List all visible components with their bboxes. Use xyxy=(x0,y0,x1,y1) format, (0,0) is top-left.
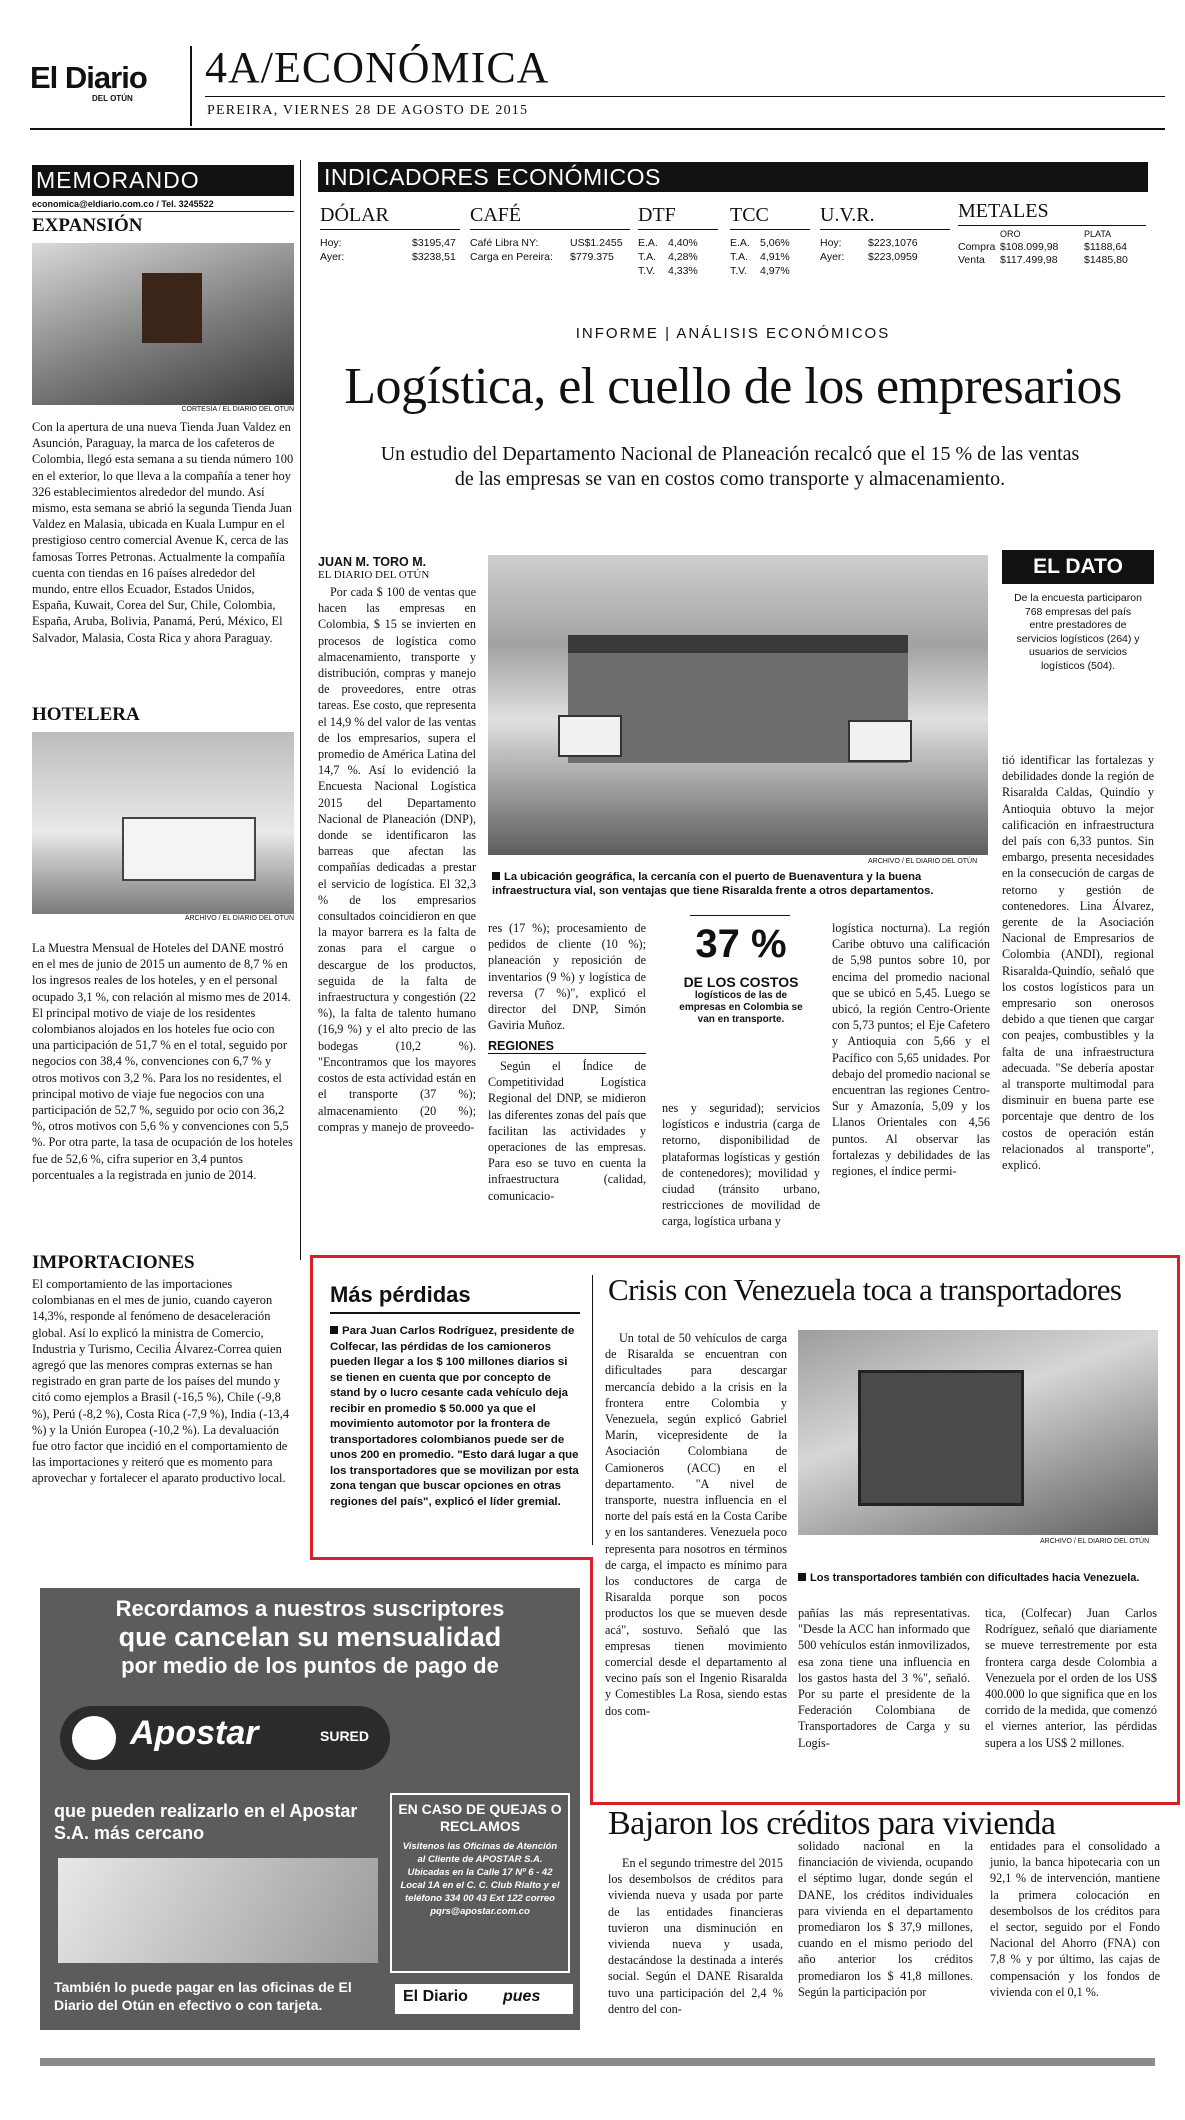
dtf-label-ea: E.A. xyxy=(638,237,658,249)
indicadores-panel xyxy=(318,162,1148,290)
tcc-value-ea: 5,06% xyxy=(760,237,790,249)
ad-line-3: por medio de los puntos de pago de xyxy=(121,1653,499,1678)
crisis-photo-credit: ARCHIVO / EL DIARIO DEL OTÚN xyxy=(1040,1538,1150,1545)
cafe-rows xyxy=(470,236,630,264)
main-col-4 xyxy=(832,920,990,1179)
sured-brand: SURED xyxy=(320,1728,370,1744)
main-photo xyxy=(488,555,988,855)
main-caption-text: La ubicación geográfica, la cercanía con el puerto de Buenaventura y la buena infraestructura vial, son ventajas que tiene Risaralda frente a otros departamentos. xyxy=(492,871,934,897)
masthead xyxy=(30,40,1165,132)
metales-plata-venta: $1485,80 xyxy=(1084,254,1128,266)
dolar-title: DÓLAR xyxy=(320,204,389,226)
creditos-col-1 xyxy=(608,1855,783,2017)
crisis-headline: Crisis con Venezuela toca a transportadores xyxy=(608,1272,1122,1307)
truck-icon-2 xyxy=(848,720,912,762)
main-col-1-text: Por cada $ 100 de ventas que hacen las empresas en Colombia, $ 15 se invierten en procesos de logística como almacenamiento, transporte y distribución, compras y manejo de proveedores, entre otras tareas. Ese costo, que representa el 14,9 % del valor de las ventas de los empresarios, supera el promedio de América Latina del 14,7 %. Así lo evidenció la Encuesta Nacional Logística 2015 del Departamento Nacional de Planeación (DNP), donde se identificaron las barreas que afectan las compañías dedicadas a prestar el servicio de logística. El 32,3 % de los empresarios consultados coincidieron en que la mayor barrera es la falta de zonas para el cargue o descargue de los productos, seguida de la falta de infraestructura y congestión (22 %), la falta de talento humano (16,9 %) y el alto precio de las bodegas (10,2 %). "Encontramos que los mayores costos de esta actividad están en el transporte (37 %); almacenamiento (20 %); compras y manejo de proveedo- xyxy=(318,585,476,1134)
el-dato-title: EL DATO xyxy=(1002,550,1154,584)
mas-perdidas-square-icon xyxy=(330,1326,338,1334)
cafe-label-ny: Café Libra NY: xyxy=(470,237,539,249)
dateline: PEREIRA, VIERNES 28 DE AGOSTO DE 2015 xyxy=(207,103,529,118)
quejas-text: Visítenos las Oficinas de Atención al Cliente de APOSTAR S.A. Ubicadas en la Calle 17 Nº 6 - 42 Local 1A en el C. C. Club Rialto y el teléfono 334 00 43 Ext 122 correo pqrs@apostar.com.co xyxy=(400,1841,560,1917)
uvr-rows xyxy=(820,236,950,264)
apostar-logo xyxy=(60,1706,390,1770)
apostar-brand: Apostar xyxy=(130,1714,259,1752)
tcc-title: TCC xyxy=(730,204,769,226)
dtf-block xyxy=(638,204,718,278)
main-photo-caption xyxy=(492,870,992,898)
ad-logo-eldiario: El Diario xyxy=(403,1988,468,2005)
crisis-col-2 xyxy=(798,1605,970,1751)
dtf-value-ta: 4,28% xyxy=(668,251,698,263)
crisis-caption-text: Los transportadores también con dificultades hacia Venezuela. xyxy=(810,1572,1140,1584)
main-col-5-text: tió identificar las fortalezas y debilidades donde la región de Risaralda Caldas, Quindío y Antioquia obtuvo la mejor calificación en infraestructura del país con 6,33 puntos. Sin embargo, presenta necesidades en la consecución de cargas de retorno y gestión de contenedores. Lina Álvarez, gerente de la Asociación Nacional de Empresarios de Colombia (ANDI), regional Risaralda-Quindío, señaló que los costos logísticos para un empresario son onerosos debido a que tienen que cargar con peajes, combustibles y la falta de una infraestructura adecuada. "Se debería apostar al transporte multimodal para disminuir en buena parte ese porcentaje que dentro de los costos de operación están relacionados al transporte", explicó. xyxy=(1002,753,1154,1173)
metales-oro-compra: $108.099,98 xyxy=(1000,241,1059,253)
ad-footer: También lo puede pagar en las oficinas de El Diario del Otún en efectivo o con tarjeta. xyxy=(54,1979,352,2013)
mas-perdidas-text xyxy=(330,1324,580,1510)
tcc-value-tv: 4,97% xyxy=(760,265,790,277)
dtf-label-tv: T.V. xyxy=(638,265,656,277)
tcc-value-ta: 4,91% xyxy=(760,251,790,263)
creditos-col-1-text: En el segundo trimestre del 2015 los desembolsos de créditos para vivienda nueva y usada por parte de las entidades financieras tuvieron una disminución en vivienda nueva y usada, destacándose la destinada a interés social. Según el DANE Risaralda tuvo una participación del 2,4 % dentro del con- xyxy=(608,1856,783,2016)
dtf-rows xyxy=(638,236,718,278)
dtf-title: DTF xyxy=(638,204,676,226)
mas-perdidas-body: Para Juan Carlos Rodríguez, presidente de Colfecar, las pérdidas de los camioneros pueden llegar a los $ 100 millones diarios si se tienen en cuenta que por concepto de stand by o lucro cesante cada vehículo deja recibir en promedio $ 50.000 ya que el movimiento automotor por la frontera de transportadores colombianos puede ser de unos 200 en promedio. "Esto dará lugar a que los transportadores que se movilizan por esta zona tengan que buscar opciones en otras regiones del país", explicó el líder gremial. xyxy=(330,1325,579,1508)
stat-value: 37 % xyxy=(695,922,787,966)
uvr-title: U.V.R. xyxy=(820,204,875,226)
kicker-analisis: ANÁLISIS ECONÓMICOS xyxy=(676,325,891,342)
quejas-box xyxy=(390,1793,570,1973)
dolar-rule xyxy=(320,229,460,230)
dolar-label-ayer: Ayer: xyxy=(320,251,345,263)
main-col-3 xyxy=(662,1100,820,1230)
highlight-box-right xyxy=(1177,1255,1180,1805)
main-deck: Un estudio del Departamento Nacional de Planeación recalcó que el 15 % de las ventas de las empresas se van en costos como transporte y almacenamiento. xyxy=(380,443,1080,490)
highlight-box-left xyxy=(310,1255,313,1560)
metales-rule xyxy=(958,225,1146,226)
hotelera-photo-credit: ARCHIVO / EL DIARIO DEL OTÚN xyxy=(184,915,294,922)
quejas-title: EN CASO DE QUEJAS O RECLAMOS xyxy=(398,1801,562,1834)
dolar-block xyxy=(320,204,460,264)
crisis-col-3-text: tica, (Colfecar) Juan Carlos Rodríguez, señaló que diariamente se mueve terrestremente por esta frontera carga desde Colombia a Venezuela por el orden de los US$ 400.000 lo que significa que en los corrido de la medida, que comenzó el viernes anterior, las pérdidas supera a los US$ 2 millones. xyxy=(985,1606,1157,1750)
ad-line-2: que cancelan su mensualidad xyxy=(118,1622,502,1652)
uvr-value-ayer: $223,0959 xyxy=(868,251,918,263)
logo xyxy=(30,62,147,103)
el-dato-box xyxy=(1002,550,1154,720)
ad-line-1: Recordamos a nuestros suscriptores xyxy=(115,1596,505,1621)
cafe-value-pereira: $779.375 xyxy=(570,251,614,263)
expansion-title: EXPANSIÓN xyxy=(32,215,143,236)
dolar-value-hoy: $3195,47 xyxy=(412,237,456,249)
metales-title: METALES xyxy=(958,200,1049,222)
main-col-2-text: res (17 %); procesamiento de pedidos de cliente (10 %); planeación y reposición de inventarios (9 %) y logística de reversa (7 %)", explicó el director del DNP, Simón Gaviria Muñoz. xyxy=(488,921,646,1033)
uvr-label-ayer: Ayer: xyxy=(820,251,845,263)
metales-block xyxy=(958,200,1146,267)
highlight-box-mid xyxy=(310,1557,593,1560)
metales-col-oro: ORO xyxy=(1000,229,1021,239)
highlight-box-top xyxy=(310,1255,1180,1258)
uvr-rule xyxy=(820,229,950,230)
regiones-title: REGIONES xyxy=(488,1039,646,1054)
dolar-label-hoy: Hoy: xyxy=(320,237,342,249)
bottom-band xyxy=(40,2058,1155,2066)
crisis-col-3 xyxy=(985,1605,1157,1751)
memorando-header: MEMORANDO xyxy=(32,165,294,196)
byline: JUAN M. TORO M. xyxy=(318,555,427,569)
main-headline: Logística, el cuello de los empresarios xyxy=(344,358,1122,415)
creditos-col-3 xyxy=(990,1838,1160,2000)
logo-sub: DEL OTÚN xyxy=(92,94,133,103)
newspaper-stack-image xyxy=(58,1858,378,1963)
stat-desc: logísticos de las de empresas en Colombia se van en transporte. xyxy=(679,990,803,1025)
main-col-5 xyxy=(1002,752,1154,1173)
highlight-box-inner-left xyxy=(590,1557,593,1805)
creditos-headline: Bajaron los créditos para vivienda xyxy=(608,1805,1056,1842)
metales-label-compra: Compra xyxy=(958,241,996,253)
importaciones-text: El comportamiento de las importaciones colombianas en el mes de junio, cuando cayeron 14,3%, responde al fenómeno de desaceleración global. Así lo explicó la ministra de Comercio, Industria y Turismo, Cecilia Álvarez-Correa quien agregó que las menores compras externas se han registrado en gran parte de los países del mundo y citó como ejemplos a Brasil (-16,5 %), Chile (-9,8 %), Perú (-8,2 %), Costa Rica (-7,9 %), India (-13,4 %) y la Unión Europea (-10,2 %). La devaluación fue otro factor que incidió en el comportamiento de las importaciones y reiteró que es momento para aprovechar y fortalecer el aparato productivo local. xyxy=(32,1277,290,1486)
tcc-label-ta: T.A. xyxy=(730,251,749,263)
dtf-label-ta: T.A. xyxy=(638,251,657,263)
logo-main: El Diario xyxy=(30,60,147,95)
bed-icon xyxy=(122,817,256,881)
store-sign-icon xyxy=(142,273,202,343)
dtf-value-tv: 4,33% xyxy=(668,265,698,277)
expansion-text: Con la apertura de una nueva Tienda Juan Valdez en Asunción, Paraguay, la marca de los cafeteros de Colombia, llegó esta semana a su tienda número 100 en el exterior, lo que lleva a la compañía a tener hoy 326 establecimientos alrededor del mundo. Así mismo, esta semana se abrió la segunda Tienda Juan Valdez en Malasia, ubicada en Kuala Lumpur en el prestigioso centro comercial Avenue K, cerca de las famosas Torres Petronas. Actualmente la compañía cuenta con tiendas en 16 países alrededor del mundo, entre ellos Ecuador, Estados Unidos, España, Kuwait, Corea del Sur, Chile, Colombia, España, Aruba, Bolivia, Panamá, Perú, México, El Salvador, Malasia, Costa Rica y ahora Paraguay. xyxy=(32,420,294,645)
memorando-rule xyxy=(32,211,294,212)
crisis-col-2-text: pañías las más representativas. "Desde la ACC han informado que 500 vehículos están inmovilizados, esa zona tiene una influencia en los gastos hasta del 3 %", señaló. Por su parte el presidente de la Federación Colombiana de Transportadores de Carga y su Logís- xyxy=(798,1606,970,1750)
expansion-photo-credit: CORTESÍA / EL DIARIO DEL OTÚN xyxy=(181,406,294,413)
tcc-rule xyxy=(730,229,810,230)
main-col-2b-text: Según el Índice de Competitividad Logística Regional del DNP, se midieron las diferentes zonas del país que facilitan las actividades y operaciones de las empresas. Para eso se tuvo en cuenta la infraestructura (calidad, comunicacio- xyxy=(488,1059,646,1203)
main-col-4-text: logística nocturna). La región Caribe obtuvo una calificación de 5,98 puntos sobre 10, por encima del promedio nacional que se ubicó en 5,45. Luego se ubicó, la región Centro-Oriente con 5,73 puntos; el Eje Cafetero y Antioquia con 5,66 y el Pacífico con 5,65 unidades. Por debajo del promedio nacional se encuentran las regiones Centro-Sur y Amazonía, 5,09 y los Llanos Orientales con 4,56 puntos. Al observar las fortalezas y debilidades de las regiones, el índice permi- xyxy=(832,921,990,1179)
outlet: EL DIARIO DEL OTÚN xyxy=(318,569,430,581)
indicadores-header: INDICADORES ECONÓMICOS xyxy=(318,162,1148,192)
mas-perdidas-title: Más pérdidas xyxy=(330,1282,580,1314)
hotelera-text: La Muestra Mensual de Hoteles del DANE mostró en el mes de junio de 2015 un aumento de 8,7 % en los ingresos reales de los hoteles, y en el personal ocupado 3,1 %, con relación al mismo mes de 2014. El principal motivo de viaje de los residentes colombianos alojados en los hoteles fue ocio con una participación de 51,7 % en el total, seguido por negocios con 38,4 %, convenciones con 6,7 % y otros motivos con 3,2 %. Para los no residentes, el principal motivo de viaje fue negocios con una participación de 52,7 %, seguido por ocio con 36,2 %, otros motivos con 5,6 % y convenciones con 5,5 %. Por otra parte, la tasa de ocupación de los hoteles fue de 52,6 %, cifra superior en 3,4 puntos porcentuales a la registrada en junio de 2014. xyxy=(32,941,293,1182)
kicker-separator: | xyxy=(665,325,677,342)
crisis-photo-caption xyxy=(798,1572,1170,1584)
metales-plata-compra: $1188,64 xyxy=(1084,241,1128,253)
stat-top-rule xyxy=(690,915,790,916)
cafe-title: CAFÉ xyxy=(470,204,522,226)
dtf-value-ea: 4,40% xyxy=(668,237,698,249)
cafe-block xyxy=(470,204,630,264)
stat-label: DE LOS COSTOS xyxy=(683,974,799,990)
tcc-label-tv: T.V. xyxy=(730,265,748,277)
memorando-contact: economica@eldiario.com.co / Tel. 3245522 xyxy=(32,199,214,209)
tcc-block xyxy=(730,204,810,278)
memorando-column xyxy=(32,165,294,1487)
dolar-rows xyxy=(320,236,460,264)
metales-rows xyxy=(958,228,1146,267)
creditos-col-2-text: solidado nacional en la financiación de vivienda, ocupando el séptimo lugar, donde según el DANE, los créditos individuales para vivienda en el departamento promediaron los $ 37,9 millones, cuando en el mismo periodo del año anterior los créditos promediaron los $ 41,8 millones. Según la participación por xyxy=(798,1839,973,1999)
main-col-2 xyxy=(488,920,646,1204)
hotelera-photo xyxy=(32,732,294,914)
left-column-divider xyxy=(300,160,301,1260)
truck-icon xyxy=(558,715,622,757)
section-title: 4A/ECONÓMICA xyxy=(205,43,550,92)
kicker xyxy=(318,325,1148,342)
crisis-col-1-text: Un total de 50 vehículos de carga de Risaralda se encuentran con dificultades para descargar mercancía debido a la crisis en la frontera entre Colombia y Venezuela, según explicó Gabriel Marín, vicepresidente de la Asociación Colombiana de Camioneros (ACC) en el departamento. "A nivel de transporte, nuestra influencia en el norte del país está en la Costa Caribe y en los santanderes. Venezuela poco representa para nosotros en términos de carga, el impacto es mínimo para los conductores de carga de Risaralda porque son pocos productos los que se mueven desde acá", sostuvo. Señaló que las empresas tienen movimiento comercial desde el departamento al vecino país son el Ingenio Risaralda y Comestibles La Rosa, siendo estas dos com- xyxy=(605,1331,787,1718)
main-photo-credit: ARCHIVO / EL DIARIO DEL OTÚN xyxy=(868,858,978,865)
uvr-value-hoy: $223,1076 xyxy=(868,237,918,249)
truck-front-icon xyxy=(858,1370,1024,1506)
uvr-label-hoy: Hoy: xyxy=(820,237,842,249)
metales-label-venta: Venta xyxy=(958,254,985,266)
section-rule xyxy=(205,96,1165,97)
crisis-col-1 xyxy=(605,1330,787,1719)
ad-line-4: que pueden realizarlo en el Apostar S.A. más cercano xyxy=(54,1801,358,1843)
creditos-col-2 xyxy=(798,1838,973,2000)
importaciones-title: IMPORTACIONES xyxy=(32,1252,195,1273)
kicker-informe: INFORME xyxy=(575,325,659,342)
mas-perdidas xyxy=(330,1282,580,1510)
cafe-label-pereira: Carga en Pereira: xyxy=(470,251,553,263)
main-col-3-text: nes y seguridad); servicios logísticos e industria (carga de retorno, disponibilidad de plataformas logísticas y gestión de contenedores); movilidad y ciudad (tránsito urbano, restricciones de movilidad de carga, logística urbana y xyxy=(662,1101,820,1229)
ad-logo-pues: pues xyxy=(503,1988,541,2005)
tcc-label-ea: E.A. xyxy=(730,237,750,249)
dtf-rule xyxy=(638,229,718,230)
metales-oro-venta: $117.499,98 xyxy=(1000,254,1058,266)
apostar-logo-icon xyxy=(72,1716,116,1760)
masthead-bottom-rule xyxy=(30,128,1165,130)
hotelera-title: HOTELERA xyxy=(32,704,140,725)
stat-box xyxy=(662,918,820,1036)
crisis-caption-square-icon xyxy=(798,1573,806,1581)
creditos-col-3-text: entidades para el consolidado a junio, la banca hipotecaria con un 92,1 % de intervención, mantiene la primera colocación en desembolsos de los créditos para el sector, seguido por el Fondo Nacional del Ahorro (FNA) con 7,8 % y por último, las cajas de compensación y los fondos de vivienda con el 0,1 %. xyxy=(990,1839,1160,1999)
mas-perdidas-divider xyxy=(592,1275,593,1545)
uvr-block xyxy=(820,204,950,264)
el-dato-text: De la encuesta participaron 768 empresas del país entre prestadores de servicios logísticos (264) y usuarios de servicios logísticos (504). xyxy=(1014,592,1142,672)
cafe-value-ny: US$1.2455 xyxy=(570,237,623,249)
subscriber-ad xyxy=(40,1588,580,2030)
metales-col-plata: PLATA xyxy=(1084,229,1112,239)
tcc-rows xyxy=(730,236,810,278)
masthead-divider xyxy=(190,46,192,126)
cafe-rule xyxy=(470,229,630,230)
expansion-photo xyxy=(32,243,294,405)
caption-square-icon xyxy=(492,872,500,880)
main-col-1 xyxy=(318,555,476,1135)
metales-empty xyxy=(958,228,1000,241)
crisis-photo xyxy=(798,1330,1158,1535)
ad-logos xyxy=(395,1984,573,2014)
dolar-value-ayer: $3238,51 xyxy=(412,251,456,263)
